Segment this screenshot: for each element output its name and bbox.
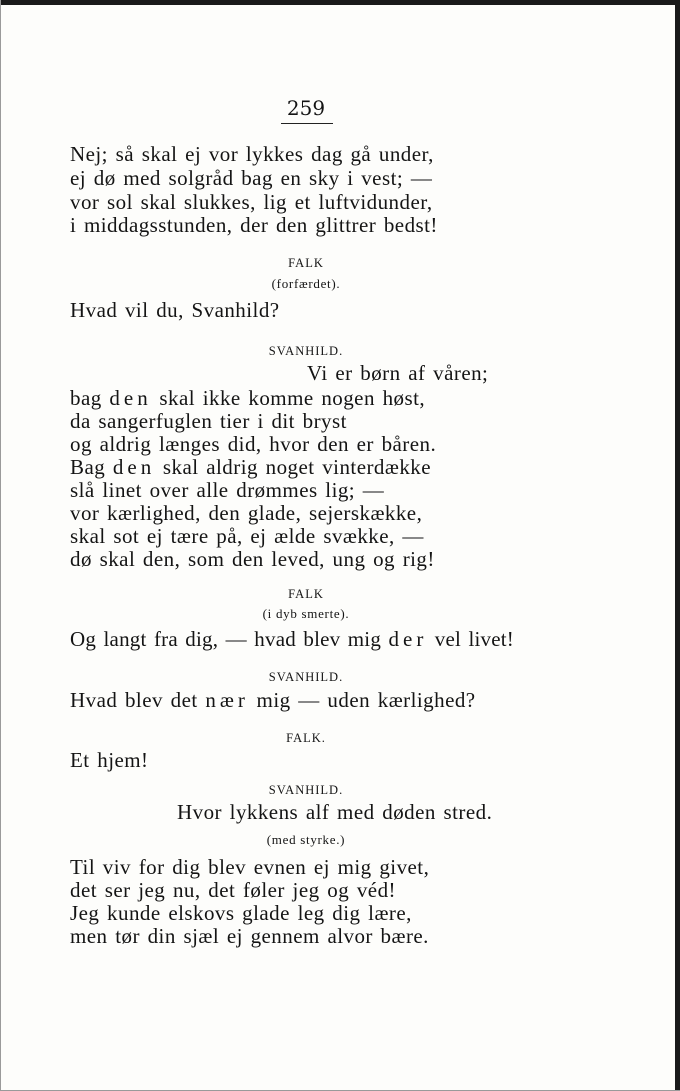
verse-text: Bag bbox=[70, 455, 113, 479]
spaced-emphasis: den bbox=[112, 455, 156, 479]
verse-line bbox=[70, 501, 422, 525]
verse-line: Til viv for dig blev evnen ej mig givet, bbox=[70, 855, 430, 879]
verse-text: skal aldrig noget vinterdække bbox=[155, 455, 431, 479]
speaker-name: SVANHILD. bbox=[268, 344, 344, 358]
verse-text: Og langt fra dig, — hvad blev mig bbox=[70, 627, 389, 651]
verse-line bbox=[70, 688, 476, 712]
verse-line bbox=[70, 524, 424, 548]
verse-line: Et hjem! bbox=[70, 748, 149, 772]
verse-line: Nej; så skal ej vor lykkes dag gå under, bbox=[70, 142, 434, 166]
verse-text: skal ikke komme nogen høst, bbox=[151, 386, 426, 410]
verse-line: men tør din sjæl ej gennem alvor bære. bbox=[70, 924, 429, 948]
stage-direction: (med styrke.) bbox=[266, 832, 346, 847]
verse-text: slå linet over alle drømmes lig; — bbox=[70, 478, 385, 502]
scan-border-right bbox=[675, 0, 680, 1091]
verse-line bbox=[70, 478, 384, 502]
verse-text: Hvad blev det bbox=[70, 688, 206, 712]
verse-line: Hvor lykkens alf med døden stred. bbox=[177, 800, 493, 824]
verse-line: i middagsstunden, der den glittrer bedst! bbox=[70, 213, 438, 237]
verse-line bbox=[70, 547, 435, 571]
verse-line bbox=[70, 409, 347, 433]
verse-line: Jeg kunde elskovs glade leg dig lære, bbox=[70, 901, 412, 925]
scan-border-top bbox=[0, 0, 680, 5]
spaced-emphasis: den bbox=[109, 386, 152, 410]
verse-text: mig — uden kærlighed? bbox=[248, 688, 476, 712]
spaced-emphasis: der bbox=[388, 627, 428, 651]
verse-line bbox=[70, 432, 436, 456]
verse-line: vor sol skal slukkes, lig et luftvidunder, bbox=[70, 190, 433, 214]
page-number-rule bbox=[281, 123, 333, 124]
speaker-name: SVANHILD. bbox=[268, 783, 344, 797]
speaker-name: FALK. bbox=[286, 731, 326, 745]
verse-text: og aldrig længes did, hvor den er båren. bbox=[70, 432, 437, 456]
speaker-name: FALK bbox=[288, 587, 324, 601]
verse-text: vor kærlighed, den glade, sejerskække, bbox=[70, 501, 423, 525]
scan-border-left bbox=[0, 0, 1, 1091]
verse-line bbox=[70, 627, 514, 651]
verse-line: ej dø med solgråd bag en sky i vest; — bbox=[70, 166, 433, 190]
verse-line bbox=[70, 386, 425, 410]
verse-text: skal sot ej tære på, ej ælde svække, — bbox=[70, 524, 424, 548]
stage-direction: (forfærdet). bbox=[271, 276, 341, 291]
stage-direction: (i dyb smerte). bbox=[262, 606, 350, 621]
page-number: 259 bbox=[286, 96, 326, 120]
verse-text: dø skal den, som den leved, ung og rig! bbox=[70, 547, 435, 571]
speaker-name: SVANHILD. bbox=[268, 670, 344, 684]
speaker-name: FALK bbox=[288, 256, 324, 270]
spaced-emphasis: nær bbox=[205, 688, 249, 712]
verse-line: Vi er børn af våren; bbox=[307, 361, 489, 385]
verse-text: da sangerfuglen tier i dit bryst bbox=[70, 409, 347, 433]
verse-line: Hvad vil du, Svanhild? bbox=[70, 298, 280, 322]
verse-line: det ser jeg nu, det føler jeg og véd! bbox=[70, 878, 396, 902]
verse-text: vel livet! bbox=[427, 627, 515, 651]
verse-line bbox=[70, 455, 431, 479]
verse-text: bag bbox=[70, 386, 110, 410]
